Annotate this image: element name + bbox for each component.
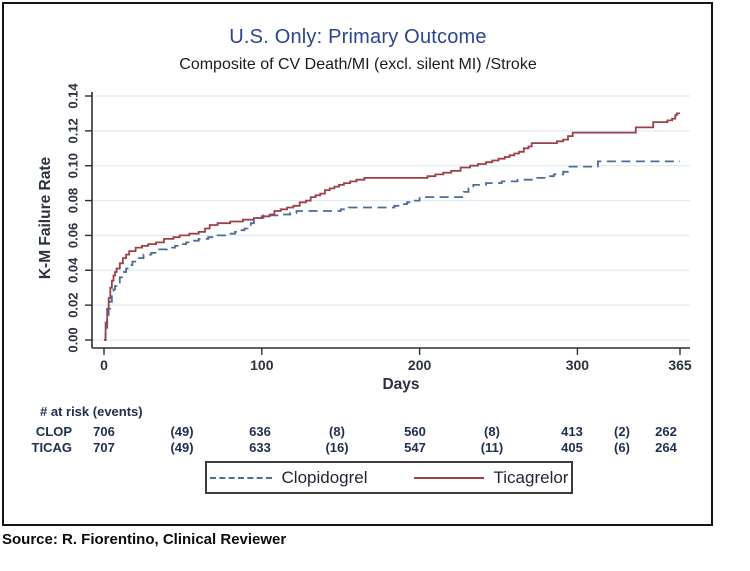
y-axis-title: K-M Failure Rate <box>37 156 54 280</box>
clopidogrel-line-sample <box>210 477 272 479</box>
y-tick-label: 0.12 <box>65 118 81 144</box>
legend-item-ticagrelor <box>414 468 569 488</box>
chart-subtitle: Composite of CV Death/MI (excl. silent MI) /Stroke <box>179 56 537 73</box>
ticagrelor-curve <box>104 113 680 340</box>
y-tick-label: 0.02 <box>65 292 81 318</box>
risk-table-header: # at risk (events) <box>40 404 143 419</box>
table-row-clop <box>0 424 750 439</box>
legend <box>205 461 573 494</box>
x-tick-label: 100 <box>250 357 274 373</box>
risk-count: 633 <box>249 440 271 455</box>
event-count: (49) <box>170 440 194 455</box>
event-count: (6) <box>614 440 630 455</box>
risk-count: 706 <box>93 424 115 439</box>
y-tick-label: 0.06 <box>65 222 81 249</box>
x-tick-label: 300 <box>565 357 590 373</box>
source-note: Source: R. Fiorentino, Clinical Reviewer <box>2 531 287 548</box>
row-label-clop: CLOP <box>35 424 72 439</box>
legend-label-ticagrelor: Ticagrelor <box>493 467 569 487</box>
risk-count: 707 <box>93 440 115 455</box>
event-count: (49) <box>170 424 194 439</box>
y-tick-label: 0.00 <box>65 327 81 353</box>
risk-count: 636 <box>249 424 271 439</box>
legend-label-clopidogrel: Clopidogrel <box>281 467 368 487</box>
event-count: (8) <box>484 424 500 439</box>
y-tick-label: 0.14 <box>65 83 81 109</box>
x-tick-label: 365 <box>668 357 692 373</box>
event-count: (2) <box>614 424 630 439</box>
event-count: (8) <box>329 424 345 439</box>
y-tick-label: 0.10 <box>65 153 81 179</box>
x-axis-title: Days <box>382 376 420 393</box>
risk-count: 405 <box>561 440 583 455</box>
risk-count: 560 <box>404 424 426 439</box>
clopidogrel-curve <box>104 161 680 340</box>
table-row-ticag <box>0 440 750 455</box>
x-tick-label: 200 <box>407 357 432 373</box>
risk-count: 262 <box>655 424 677 439</box>
event-count: (16) <box>325 440 349 455</box>
legend-item-clopidogrel <box>210 468 368 488</box>
y-tick-label: 0.04 <box>65 257 81 283</box>
ticagrelor-line-sample <box>414 477 484 479</box>
x-tick-label: 0 <box>100 357 108 373</box>
row-label-ticag: TICAG <box>31 440 72 455</box>
risk-count: 413 <box>561 424 583 439</box>
risk-count: 264 <box>655 440 677 455</box>
y-tick-label: 0.08 <box>65 187 81 214</box>
chart-title: U.S. Only: Primary Outcome <box>229 26 487 48</box>
event-count: (11) <box>480 440 504 455</box>
risk-count: 547 <box>404 440 426 455</box>
